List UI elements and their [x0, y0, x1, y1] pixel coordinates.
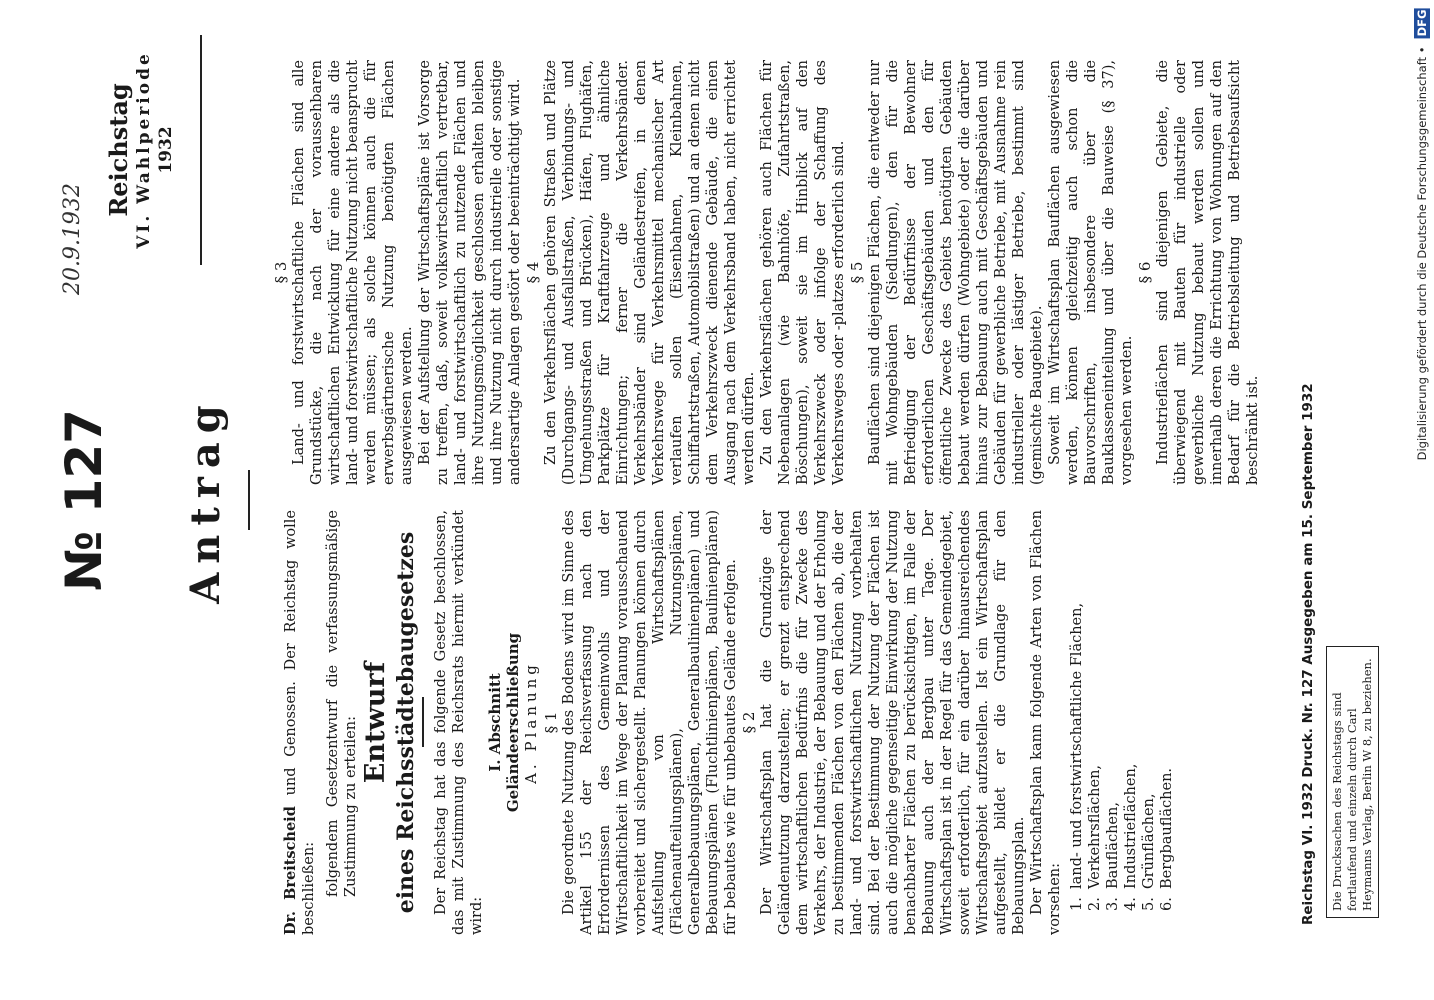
digitization-note: [1414, 8, 1430, 460]
reichstag-label: Reichstag: [104, 83, 133, 217]
list-item: 5.Grünflächen,: [1141, 793, 1157, 911]
entwurf-title: Entwurf: [360, 661, 391, 784]
abschnitt-heading: I. Abschnitt: [486, 673, 504, 772]
list-item: 6.Bergbauflächen.: [1159, 767, 1175, 911]
left-column: [282, 510, 1176, 935]
imprint-box: Die Drucksachen des Reichstags sind fortlaufend und einzeln durch Carl Heymanns Verlag, Berlin W 8, zu beziehen.: [1326, 646, 1379, 918]
resolution-text: folgendem Gesetzentwurf die verfassungsmäßige Zustimmung zu erteilen:: [325, 510, 359, 897]
intro-text: und Genossen. Der Reichstag wolle beschließen:: [283, 509, 317, 935]
section-3-heading: § 3: [272, 261, 290, 284]
right-column: [272, 60, 1262, 485]
section-2-list-intro: Der Wirtschaftsplan kann folgende Arten von Flächen vorsehen:: [1029, 510, 1063, 935]
dfg-logo: DFG: [1415, 10, 1429, 37]
period-label: VI. Wahlperiode: [134, 51, 154, 249]
section-4-heading: § 4: [524, 261, 542, 284]
section-5-para-2: Soweit im Wirtschaftsplan Bauflächen ausgewiesen werden, können gleichzeitig auch schon die Bauvorschriften, insbesondere über die Bauklasseneinteilung und über die Bauweise (§ 37), vorgesehen werden.: [1047, 60, 1135, 485]
section-2-heading: § 2: [740, 711, 758, 734]
list-item: 2.Verkehrsflächen,: [1087, 764, 1103, 911]
area-types-list: [1068, 510, 1176, 935]
digitization-text: Digitalisierung gefördert durch die Deutsche Forschungsgemeinschaft •: [1415, 46, 1429, 461]
document-number: № 127: [55, 409, 113, 591]
title-rule: [248, 470, 250, 530]
intro: [282, 510, 318, 935]
reichstag-header: [105, 35, 177, 265]
list-item: 4.Industrieflächen,: [1123, 763, 1139, 911]
section-6-para-1: Industrieflächen sind diejenigen Gebiete, die überwiegend mit Bauten für industrielle oder gewerbliche Nutzung bebaut werden sollen und innerhalb deren die Errichtung von Wohnungen auf den Bedarf für die Betriebsleitung und Betriebsaufsicht beschränkt ist.: [1155, 60, 1261, 485]
document-title: Antrag: [182, 396, 229, 604]
list-item: 1.land- und forstwirtschaftliche Flächen,: [1069, 602, 1085, 911]
section-3-para-1: Land- und forstwirtschaftliche Flächen sind alle Grundstücke, die nach der voraussehbaren wirtschaftlichen Entwicklung für eine andere als die land- und forstwirtschaftliche Nutzung nicht beansprucht werden müssen; als solche können auch die für erwerbsgärtnerische Nutzung benötigten Flächen ausgewiesen werden.: [291, 60, 415, 485]
handwritten-date: 20.9.1932: [60, 183, 85, 295]
section-6-heading: § 6: [1136, 261, 1154, 284]
abschnitt-title: Geländeerschließung: [504, 632, 522, 813]
section-5-para-1: Bauflächen sind diejenigen Flächen, die entweder nur mit Wohngebäuden (Siedlungen), den für die Befriedigung der Bedürfnisse der Bewohner erforderlichen Geschäftsgebäuden und den für öffentliche Zwecke des Gebiets benötigten Gebäuden bebaut werden dürfen (Wohngebiete) oder die darüber hinaus zur Bebauung auch mit Geschäftsgebäuden und Gebäuden für gewerbliche Betriebe, mit Ausnahme rein industrieller oder lästiger Betriebe, bestimmt sind (gemischte Baugebiete).: [867, 60, 1045, 485]
year-label: 1932: [156, 126, 176, 174]
section-4-para-1: Zu den Verkehrsflächen gehören Straßen und Plätze (Durchgangs- und Ausfallstraßen, Verbindungs- und Umgehungsstraßen und Brücken), Häfen, Flughäfen, Parkplätze für Kraftfahrzeuge und ähnliche Einrichtungen; ferner die Verkehrsbänder. Verkehrsbänder sind Geländestreifen, in denen Verkehrswege für Verkehrsmittel mechanischer Art verlaufen sollen (Eisenbahnen, Kleinbahnen, Schiffahrtstraßen, Automobilstraßen) und an denen nicht dem Verkehrszweck dienende Gebäude, die einen Ausgang nach dem Verkehrsband haben, nicht errichtet werden dürfen.: [543, 60, 757, 485]
section-4-para-2: Zu den Verkehrsflächen gehören auch Flächen für Nebenanlagen (wie Bahnhöfe, Zufahrtstraßen, Böschungen), soweit sie im Hinblick auf den Verkehrszweck oder infolge der Schaffung des Verkehrsweges oder -platzes erforderlich sind.: [759, 60, 847, 485]
section-1-heading: § 1: [542, 711, 560, 734]
list-item: 3.Bauflächen,: [1105, 802, 1121, 911]
section-2-text: Der Wirtschaftsplan hat die Grundzüge der Geländenutzung darzustellen; er grenzt entsprechend dem wirtschaftlichen Bedürfnis die für Zwecke des Verkehrs, der Industrie, der Bebauung und der Erholung zu bestimmenden Flächen von den Flächen ab, die der land- und forstwirtschaftlichen Nutzung vorbehalten sind. Bei der Bestimmung der Nutzung der Flächen ist auch die mögliche gegenseitige Einwirkung der Nutzung benachbarter Flächen zu berücksichtigen, im Falle der Bebauung auch der Bergbau unter Tage. Der Wirtschaftsplan ist in der Regel für das Gemeindegebiet, soweit erforderlich, für ein darüber hinausreichendes Wirtschaftsgebiet aufzustellen. Ist ein Wirtschaftsplan aufgestellt, bildet er die Grundlage für den Bebauungsplan.: [759, 510, 1027, 935]
preamble: Der Reichstag hat das folgende Gesetz beschlossen, das mit Zustimmung des Reichsrats hiermit verkündet wird:: [433, 510, 485, 935]
section-5-heading: § 5: [848, 261, 866, 284]
footer-line: Reichstag VI. 1932 Druck. Nr. 127 Ausgegeben am 15. September 1932: [1300, 383, 1316, 925]
section-1-text: Die geordnete Nutzung des Bodens wird im Sinne des Artikel 155 der Reichsverfassung nach den Erfordernissen des Gemeinwohls und der Wirtschaftlichkeit im Wege der Planung vorausschauend vorbereitet und sichergestellt. Planungen können durch Aufstellung von Wirtschaftsplänen (Flächenaufteilungsplänen), Nutzungsplänen, Generalbebauungsplänen, Generalbaulinienplänen) und Bebauungsplänen (Fluchtlinienplänen, Baulinienplänen) für bebautes wie für unbebautes Gelände erfolgen.: [561, 510, 739, 935]
entwurf-rule: [422, 698, 424, 748]
planung-heading: A. Planung: [522, 661, 540, 784]
section-3-para-2: Bei der Aufstellung der Wirtschaftspläne ist Vorsorge zu treffen, daß, soweit volkswirtschaftlich vertretbar, land- und forstwirtschaftlich zu nutzende Flächen und ihre Nutzungsmöglichkeit geschlossen erhalten bleiben und ihre Nutzung nicht durch industrielle oder sonstige andersartige Anlagen gestört oder beeinträchtigt wird.: [417, 60, 523, 485]
entwurf-subtitle: eines Reichsstädtebaugesetzes: [393, 531, 419, 914]
intro-author: Dr. Breitscheid: [282, 806, 299, 935]
